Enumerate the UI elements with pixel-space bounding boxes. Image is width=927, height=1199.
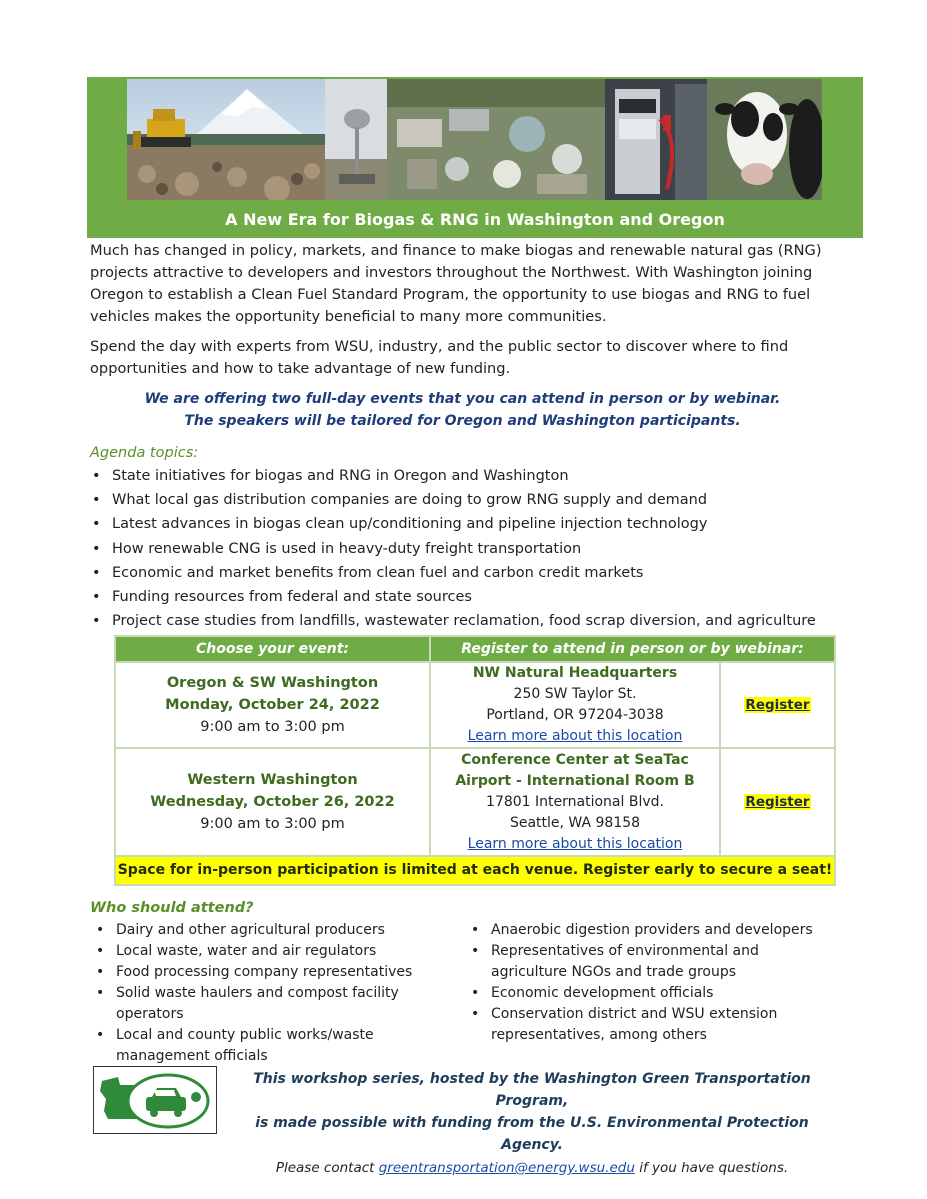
venue-name: Conference Center at SeaTac Airport - International Room B bbox=[455, 751, 695, 789]
agenda-item: • Project case studies from landfills, wastewater reclamation, food scrap diversion, and agriculture bbox=[112, 609, 835, 633]
event-region: Oregon & SW Washington bbox=[166, 675, 379, 691]
choose-event-header: Choose your event: bbox=[115, 636, 430, 662]
register-cell bbox=[720, 662, 835, 748]
event-table bbox=[114, 635, 836, 886]
venue-address-2: Seattle, WA 98158 bbox=[509, 814, 641, 831]
venue-address-2: Portland, OR 97204-3038 bbox=[486, 707, 664, 723]
footer-text bbox=[226, 1068, 838, 1180]
who-should-attend-section bbox=[90, 898, 835, 1067]
header-banner bbox=[87, 77, 863, 238]
learn-more-location-link[interactable]: Learn more about this location bbox=[467, 728, 683, 744]
intro-paragraph-2: Spend the day with experts from WSU, industry, and the public sector to discover where to find opportunities and how to take advantage of new funding. bbox=[90, 338, 789, 377]
photo-strip bbox=[127, 79, 822, 200]
attendee-item: • Food processing company representatives bbox=[116, 962, 465, 983]
event-details bbox=[115, 662, 430, 748]
event-date: Wednesday, October 26, 2022 bbox=[150, 794, 395, 810]
agenda-item: • Economic and market benefits from clean fuel and carbon credit markets bbox=[112, 561, 835, 585]
event-row-washington bbox=[115, 748, 835, 856]
washington-green-transportation-logo bbox=[93, 1066, 217, 1134]
who-list-left bbox=[90, 920, 465, 1067]
event-time: 9:00 am to 3:00 pm bbox=[200, 816, 345, 832]
event-row-oregon bbox=[115, 662, 835, 748]
cng-fuel-pump-photo bbox=[605, 79, 707, 200]
event-venue bbox=[430, 662, 720, 748]
register-button[interactable]: Register bbox=[745, 793, 810, 810]
attendee-item: • Dairy and other agricultural producers bbox=[116, 920, 465, 941]
event-region: Western Washington bbox=[187, 772, 358, 788]
agenda-heading: Agenda topics: bbox=[90, 445, 199, 461]
footer-line-2: is made possible with funding from the U.S. Environmental Protection Agency. bbox=[255, 1115, 809, 1153]
event-table-header bbox=[115, 636, 835, 662]
agenda-item: • Funding resources from federal and state sources bbox=[112, 585, 835, 609]
venue-name: NW Natural Headquarters bbox=[472, 665, 678, 681]
agenda-item: • Latest advances in biogas clean up/conditioning and pipeline injection technology bbox=[112, 512, 835, 536]
attendee-item: • Conservation district and WSU extension representatives, among others bbox=[491, 1004, 835, 1046]
attendee-item: • Solid waste haulers and compost facility operators bbox=[116, 983, 465, 1025]
attendee-item: • Economic development officials bbox=[491, 983, 835, 1004]
footer-line-1: This workshop series, hosted by the Washington Green Transportation Program, bbox=[253, 1071, 811, 1109]
wastewater-plant-aerial-photo bbox=[387, 79, 605, 200]
register-cell bbox=[720, 748, 835, 856]
event-date: Monday, October 24, 2022 bbox=[165, 697, 380, 713]
event-time: 9:00 am to 3:00 pm bbox=[200, 719, 345, 735]
capacity-notice: Space for in-person participation is limited at each venue. Register early to secure a seat! bbox=[115, 856, 835, 885]
event-venue bbox=[430, 748, 720, 856]
agenda-item: • What local gas distribution companies are doing to grow RNG supply and demand bbox=[112, 488, 835, 512]
attendee-item: • Anaerobic digestion providers and developers bbox=[491, 920, 835, 941]
agenda-list bbox=[90, 464, 835, 633]
contact-suffix: if you have questions. bbox=[639, 1160, 789, 1176]
attendee-item: • Local and county public works/waste management officials bbox=[116, 1025, 465, 1067]
agenda-item: • State initiatives for biogas and RNG in Oregon and Washington bbox=[112, 464, 835, 488]
venue-address-1: 250 SW Taylor St. bbox=[513, 686, 637, 702]
contact-email-link[interactable]: greentransportation@energy.wsu.edu bbox=[378, 1160, 635, 1176]
attendee-item: • Local waste, water and air regulators bbox=[116, 941, 465, 962]
dairy-cows-photo bbox=[707, 79, 822, 200]
attendee-item: • Representatives of environmental and agriculture NGOs and trade groups bbox=[491, 941, 835, 983]
digester-tower-photo bbox=[325, 79, 387, 200]
learn-more-location-link[interactable]: Learn more about this location bbox=[467, 835, 683, 852]
event-details bbox=[115, 748, 430, 856]
callout-line-2: The speakers will be tailored for Oregon and Washington participants. bbox=[184, 413, 741, 429]
who-heading: Who should attend? bbox=[90, 900, 254, 916]
contact-line bbox=[226, 1156, 838, 1180]
page-title: A New Era for Biogas & RNG in Washington and Oregon bbox=[225, 210, 725, 229]
venue-address-1: 17801 International Blvd. bbox=[486, 793, 664, 810]
intro-section bbox=[90, 240, 835, 633]
register-button[interactable]: Register bbox=[745, 696, 810, 713]
intro-paragraph-1: Much has changed in policy, markets, and finance to make biogas and renewable natural gas (RNG) projects attractive to developers and investors throughout the Northwest. With Washington joining Oregon to establish a Clean Fuel Standard Program, the opportunity to use biogas and RNG to fuel vehicles makes the opportunity beneficial to many more communities. bbox=[90, 242, 822, 325]
notice-row bbox=[115, 856, 835, 885]
agenda-item: • How renewable CNG is used in heavy-duty freight transportation bbox=[112, 537, 835, 561]
landfill-bulldozer-mountain-photo bbox=[127, 79, 325, 200]
contact-prefix: Please contact bbox=[275, 1160, 375, 1176]
who-list-right bbox=[465, 920, 835, 1067]
register-header: Register to attend in person or by webinar: bbox=[430, 636, 835, 662]
who-columns bbox=[90, 920, 835, 1067]
callout-line-1: We are offering two full-day events that you can attend in person or by webinar. bbox=[144, 391, 781, 407]
